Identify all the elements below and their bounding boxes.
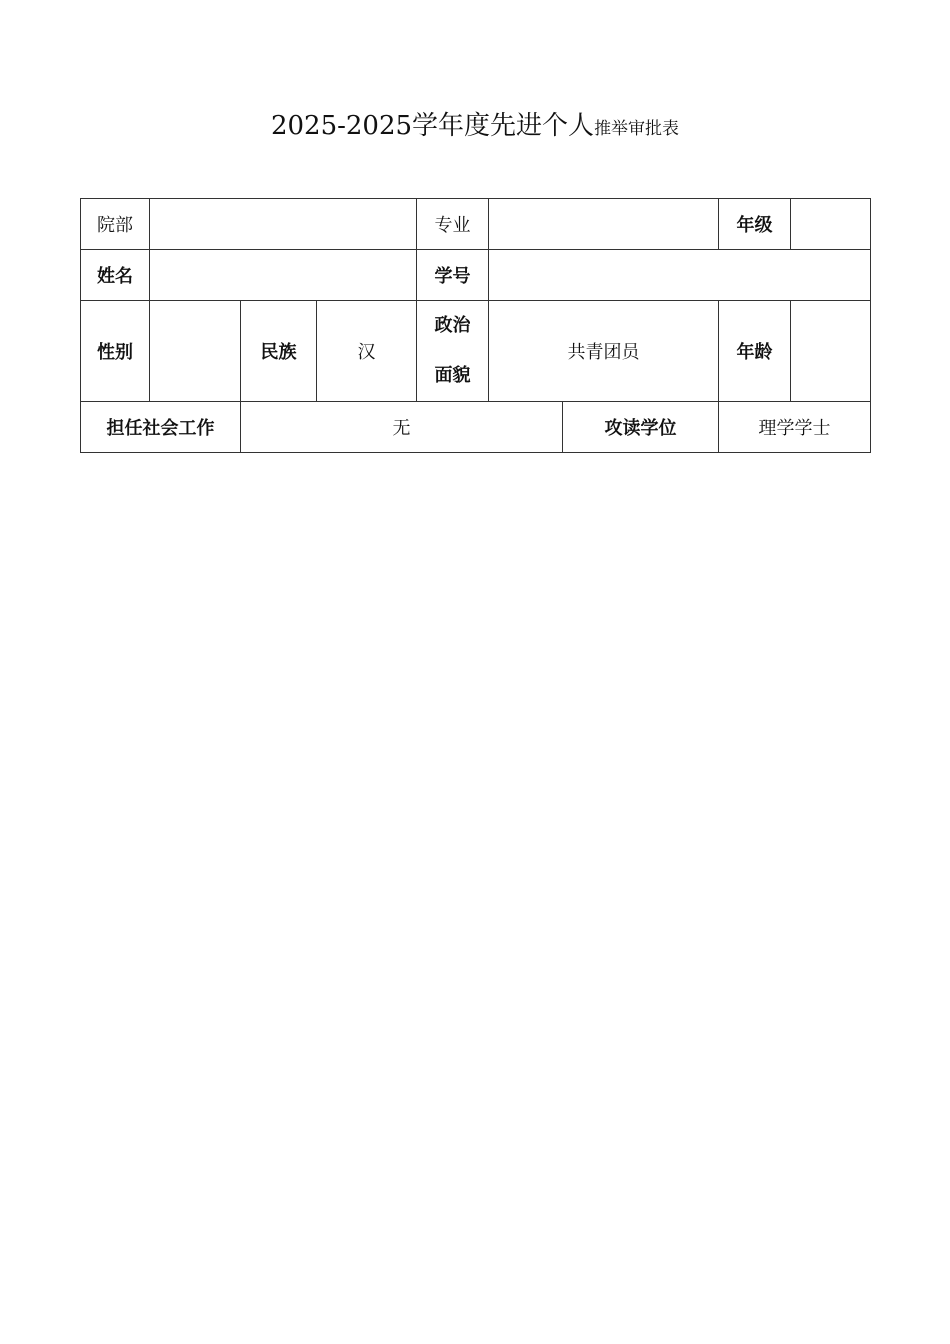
major-field[interactable] xyxy=(489,199,719,250)
social-work-label: 担任社会工作 xyxy=(81,402,241,453)
student-id-field[interactable] xyxy=(489,250,871,301)
ethnicity-field[interactable]: 汉 xyxy=(317,301,417,402)
table-row xyxy=(81,199,871,250)
age-label: 年龄 xyxy=(719,301,791,402)
degree-field[interactable]: 理学学士 xyxy=(719,402,871,453)
age-field[interactable] xyxy=(791,301,871,402)
approval-form-table xyxy=(80,198,871,453)
grade-label: 年级 xyxy=(719,199,791,250)
gender-label: 性别 xyxy=(81,301,150,402)
table-row xyxy=(81,402,871,453)
department-field[interactable] xyxy=(150,199,417,250)
political-label-line2: 面貌 xyxy=(434,365,471,386)
political-label-line1: 政治 xyxy=(434,315,471,336)
degree-label: 攻读学位 xyxy=(563,402,719,453)
page-title xyxy=(0,106,950,149)
grade-field[interactable] xyxy=(791,199,871,250)
ethnicity-label: 民族 xyxy=(241,301,317,402)
social-work-field[interactable]: 无 xyxy=(241,402,563,453)
title-main: 2025-2025学年度先进个人 xyxy=(270,111,595,141)
department-label: 院部 xyxy=(81,199,150,250)
gender-field[interactable] xyxy=(150,301,241,402)
name-label: 姓名 xyxy=(81,250,150,301)
political-status-label xyxy=(417,301,489,402)
political-status-field[interactable]: 共青团员 xyxy=(489,301,719,402)
table-row xyxy=(81,250,871,301)
name-field[interactable] xyxy=(150,250,417,301)
title-sub: 推举审批表 xyxy=(594,119,680,139)
major-label: 专业 xyxy=(417,199,489,250)
table-row xyxy=(81,301,871,402)
student-id-label: 学号 xyxy=(417,250,489,301)
